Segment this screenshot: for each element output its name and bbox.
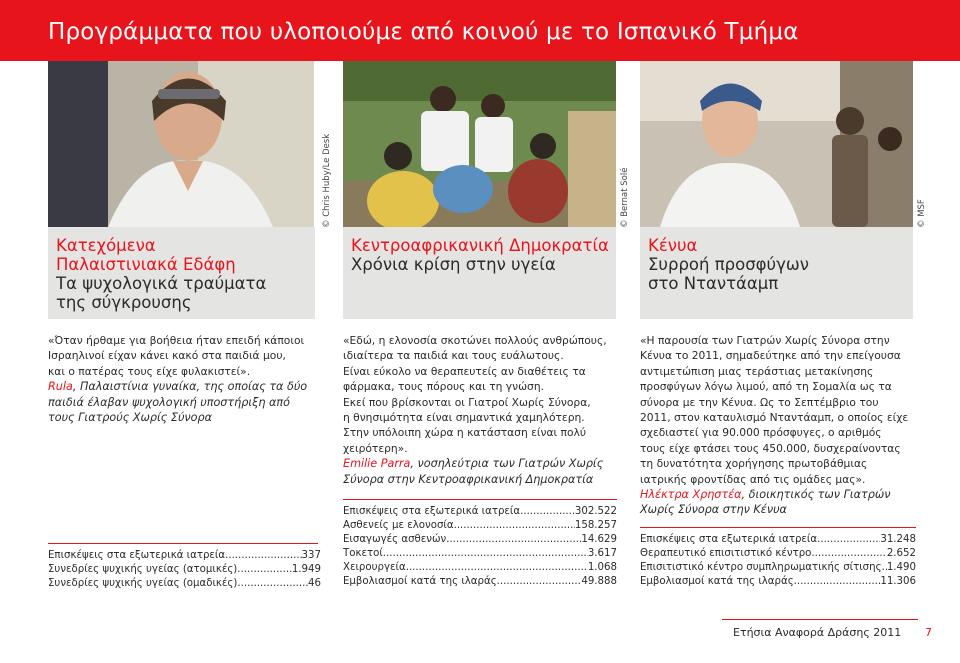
quote-text: «Η παρουσία των Γιατρών Χωρίς Σύνορα στην Κένυα το 2011, σημαδεύτηκε από την επείγουσα αντιμετώπιση μιας τεράστιας μετακίνησης προσφύγων λόγω λιμού, από τη Σομαλία ως τα σύνορα με την Κένυα. Ως το Σεπτέμβριο του 2011, στον καταυλισμό Νταντάαμπ, ο οποίος είχε σχεδιαστεί για 90.000 πρόσφυγες, ο αριθμός τους είχε φτάσει τους 450.000, δυσχεραίνοντας τη δυνατότητα χορήγησης πρωτοβάθμιας ιατρικής φροντίδας από τις ομάδες μας». Ηλέκτρα Χρηστέα, διοικητικός των Γιατρών Χωρίς Σύνορα στην Κένυα <box>640 333 916 518</box>
program-subtitle: στο Νταντάαμπ <box>648 274 779 293</box>
speaker-name: Ηλέκτρα Χρηστέα <box>640 488 742 502</box>
photo-credit: © MSF <box>917 199 927 228</box>
stats-list <box>48 549 321 591</box>
photo-credit: © Chris Huby/Le Desk <box>322 133 332 228</box>
photo-credit: © Bernat Solé <box>620 167 630 228</box>
stat-row: Εισαγωγές ασθενών ..... 14.629 <box>343 533 617 547</box>
stat-row: Επισκέψεις στα εξωτερικά ιατρεία ..... 337 <box>48 549 321 563</box>
stat-row: Θεραπευτικό επισιτιστικό κέντρο ..... 2.652 <box>640 547 916 561</box>
region-title: Κατεχόμενα <box>56 236 156 255</box>
speaker-name: Rula <box>48 380 73 394</box>
photo-kenya <box>640 61 913 227</box>
stat-row: Τοκετοί ..... 3.617 <box>343 547 617 561</box>
stat-row: Εμβολιασμοί κατά της ιλαράς ..... 49.888 <box>343 575 617 589</box>
stat-row: Επισκέψεις στα εξωτερικά ιατρεία ..... 302.522 <box>343 505 617 519</box>
stat-row: Ασθενείς με ελονοσία ..... 158.257 <box>343 519 617 533</box>
region-title: Παλαιστινιακά Εδάφη <box>56 255 236 274</box>
divider <box>343 499 617 500</box>
photo-car <box>343 61 616 227</box>
title-box <box>640 227 913 319</box>
quote-text: «Εδώ, η ελονοσία σκοτώνει πολλούς ανθρώπους, ιδιαίτερα τα παιδιά και τους ευάλωτους. Είναι εύκολο να θεραπευτείς αν διαθέτεις τα φάρμακα, τους πόρους και τη γνώση. Εκεί που βρίσκονται οι Γιατροί Χωρίς Σύνορα, η θνησιμότητα είναι σημαντικά χαμηλότερη. Στην υπόλοιπη χώρα η κατάσταση είναι πολύ χειρότερη». Emilie Parra, νοσηλεύτρια των Γιατρών Χωρίς Σύνορα στην Κεντροαφρικανική Δημοκρατία <box>343 333 617 487</box>
stats-list <box>640 533 916 589</box>
stat-row: Χειρουργεία ..... 1.068 <box>343 561 617 575</box>
stat-row: Συνεδρίες ψυχικής υγείας (ομαδικές) ..... 46 <box>48 577 321 591</box>
title-box <box>343 227 616 319</box>
footer-report-title: Ετήσια Αναφορά Δράσης 2011 <box>733 626 902 639</box>
stat-row: Συνεδρίες ψυχικής υγείας (ατομικές) ..... 1.949 <box>48 563 321 577</box>
program-subtitle: Τα ψυχολογικά τραύματα <box>56 274 267 293</box>
header-banner <box>0 0 960 61</box>
page-number: 7 <box>925 626 932 639</box>
footer-rule <box>722 619 918 620</box>
program-subtitle: Συρροή προσφύγων <box>648 255 809 274</box>
program-subtitle: Χρόνια κρίση στην υγεία <box>351 255 556 274</box>
page-title: Προγράμματα που υλοποιούμε από κοινού με το Ισπανικό Τμήμα <box>48 19 799 45</box>
stat-row: Επισκέψεις στα εξωτερικά ιατρεία ..... 31.248 <box>640 533 916 547</box>
divider <box>48 543 318 544</box>
stats-list <box>343 505 617 588</box>
quote-text: «Όταν ήρθαμε για βοήθεια ήταν επειδή κάποιοι Ισραηλινοί είχαν κάνει κακό στα παιδιά μου, και ο πατέρας τους είχε φυλακιστεί». Rula, Παλαιστίνια γυναίκα, της οποίας τα δύο παιδιά έλαβαν ψυχολογική υποστήριξη από τους Γιατρούς Χωρίς Σύνορα <box>48 333 318 425</box>
divider <box>640 527 916 528</box>
stat-row: Επισιτιστικό κέντρο συμπληρωματικής σίτισης ..... 1.490 <box>640 561 916 575</box>
region-title: Κένυα <box>648 236 698 255</box>
region-title: Κεντροαφρικανική Δημοκρατία <box>351 236 609 255</box>
title-box <box>48 227 315 319</box>
program-subtitle: της σύγκρουσης <box>56 293 192 312</box>
speaker-name: Emilie Parra <box>343 457 411 471</box>
quote-attribution: Emilie Parra, νοσηλεύτρια των Γιατρών Χωρίς <box>343 457 604 471</box>
quote-attribution: Ηλέκτρα Χρηστέα, διοικητικός των Γιατρών <box>640 488 891 502</box>
stat-row: Εμβολιασμοί κατά της ιλαράς ..... 11.306 <box>640 575 916 589</box>
photo-palestine <box>48 61 314 227</box>
quote-attribution: Rula, Παλαιστίνια γυναίκα, της οποίας τα δύο <box>48 380 308 394</box>
